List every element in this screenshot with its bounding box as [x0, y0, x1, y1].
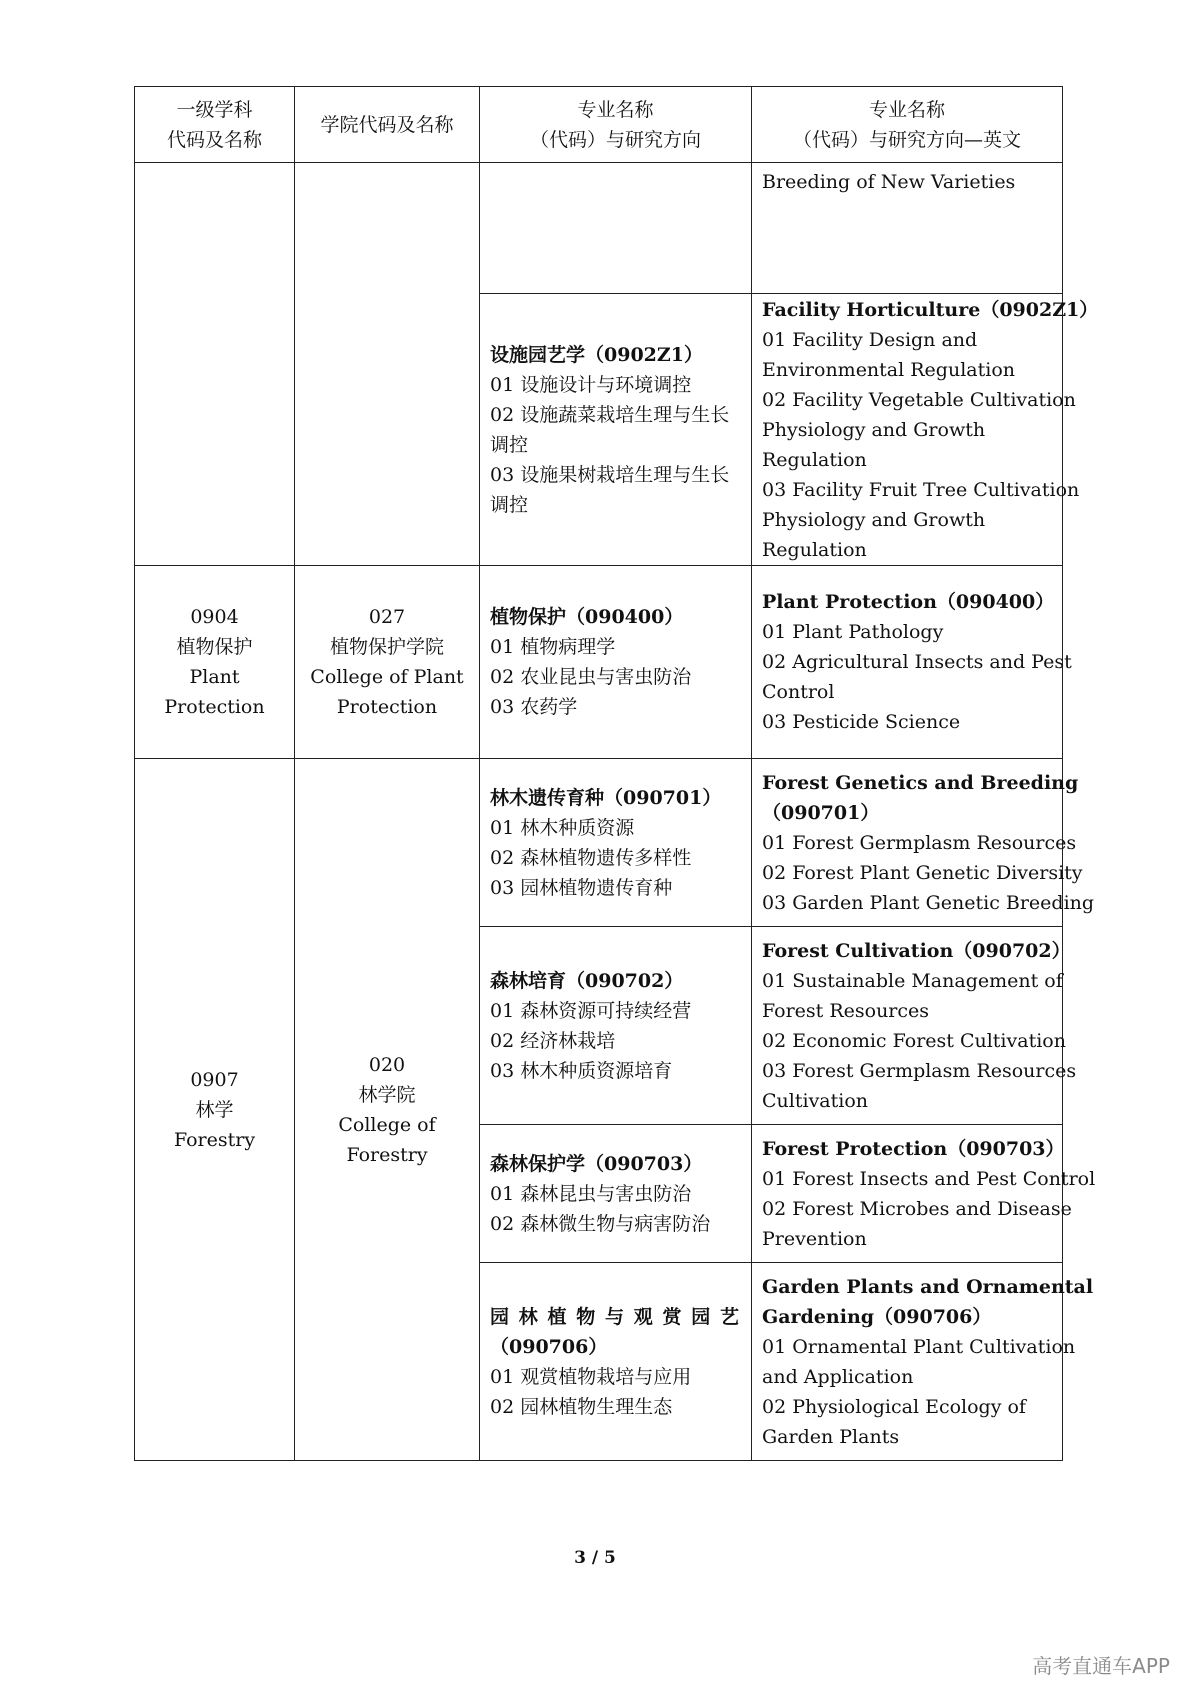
en-line: Physiology and Growth — [762, 508, 986, 531]
college-code: 020 — [368, 1053, 406, 1076]
en-line: 01 Sustainable Management of — [762, 969, 1063, 992]
cn-line: 02 设施蔬菜栽培生理与生长 — [490, 403, 730, 426]
header-major-cn-line2: （代码）与研究方向 — [529, 128, 701, 151]
en-title: Forest Protection（090703） — [762, 1137, 1065, 1160]
watermark: 高考直通车APP — [1032, 1654, 1170, 1678]
en-line: Prevention — [762, 1227, 867, 1250]
en-title: Plant Protection（090400） — [762, 591, 1055, 613]
college-name-en: College of Plant — [310, 666, 464, 688]
college-name-en: Protection — [336, 696, 438, 718]
major-en-cell — [752, 566, 1072, 759]
major-cn-cell — [480, 759, 752, 927]
college-cell — [295, 759, 480, 1461]
cn-line: 03 设施果树栽培生理与生长 — [490, 463, 730, 486]
subject-code: 0904 — [190, 606, 239, 628]
major-en-cell — [752, 163, 1063, 294]
subject-cell — [135, 566, 295, 759]
major-cn-cell — [480, 1125, 752, 1263]
en-line: 01 Plant Pathology — [762, 621, 944, 643]
college-name-cn: 植物保护学院 — [329, 636, 444, 658]
major-en-cell — [752, 1125, 1096, 1263]
cn-line: 02 森林微生物与病害防治 — [490, 1212, 711, 1235]
en-line: 01 Forest Insects and Pest Control — [762, 1167, 1096, 1190]
en-line: Regulation — [762, 538, 867, 561]
cn-line: 01 林木种质资源 — [490, 816, 635, 839]
en-title: Forest Cultivation（090702） — [762, 939, 1071, 962]
en-line: 03 Facility Fruit Tree Cultivation — [762, 478, 1080, 501]
cn-title: 设施园艺学（0902Z1） — [490, 343, 703, 366]
en-title: Garden Plants and Ornamental — [762, 1275, 1094, 1298]
header-subject-line1: 一级学科 — [176, 98, 253, 121]
subject-code: 0907 — [190, 1068, 239, 1091]
cn-line: 调控 — [490, 433, 529, 456]
cn-line: 01 森林资源可持续经营 — [490, 999, 692, 1022]
college-name-cn: 林学院 — [358, 1083, 416, 1106]
major-en-cell — [752, 927, 1077, 1125]
en-line: 03 Garden Plant Genetic Breeding — [762, 891, 1095, 914]
cn-line: 调控 — [490, 493, 529, 516]
cn-line: 03 园林植物遗传育种 — [490, 876, 673, 899]
header-row — [135, 87, 1063, 163]
en-line: Garden Plants — [762, 1425, 900, 1448]
major-cn-cell — [480, 294, 752, 566]
college-cell — [295, 566, 480, 759]
subject-name-en: Forestry — [173, 1128, 256, 1151]
table-row — [135, 759, 1063, 927]
subject-cell-empty — [135, 163, 295, 566]
table-row — [135, 566, 1063, 759]
en-line: Cultivation — [762, 1089, 869, 1112]
en-line: 03 Forest Germplasm Resources — [762, 1059, 1077, 1082]
en-line: 02 Facility Vegetable Cultivation — [762, 388, 1076, 411]
cn-title: 森林保护学（090703） — [490, 1152, 703, 1175]
cn-title: 园林植物与观赏园艺 — [490, 1305, 741, 1328]
en-line: Environmental Regulation — [762, 358, 1015, 381]
en-line: Breeding of New Varieties — [762, 171, 1016, 193]
header-major-en-line1: 专业名称 — [868, 98, 945, 121]
cn-line: 01 观赏植物栽培与应用 — [490, 1365, 692, 1388]
header-subject — [135, 87, 295, 163]
major-cn-cell-empty — [480, 163, 752, 294]
cn-title: （090706） — [490, 1335, 608, 1358]
college-name-en: Forestry — [346, 1143, 428, 1166]
en-line: 02 Physiological Ecology of — [762, 1395, 1026, 1418]
en-line: 01 Facility Design and — [762, 328, 978, 351]
college-code: 027 — [368, 606, 406, 628]
header-major-en-line2: （代码）与研究方向—英文 — [792, 128, 1021, 151]
subject-name-cn: 植物保护 — [176, 636, 253, 658]
header-college-line1: 学院代码及名称 — [320, 113, 454, 136]
cn-line: 02 森林植物遗传多样性 — [490, 846, 692, 869]
en-line: Physiology and Growth — [762, 418, 986, 441]
header-college — [295, 87, 480, 163]
subject-name-en: Plant — [189, 666, 240, 688]
cn-line: 03 农药学 — [490, 696, 578, 718]
en-line: 02 Forest Microbes and Disease — [762, 1197, 1072, 1220]
college-cell-empty — [295, 163, 480, 566]
cn-title: 植物保护（090400） — [490, 606, 684, 628]
en-title: （090701） — [762, 801, 880, 824]
program-table — [134, 86, 1099, 1461]
major-en-cell — [752, 1263, 1094, 1461]
en-line: Regulation — [762, 448, 867, 471]
cn-title: 林木遗传育种（090701） — [490, 786, 722, 809]
major-en-cell — [752, 294, 1099, 566]
header-major-cn — [480, 87, 752, 163]
cn-line: 01 设施设计与环境调控 — [490, 373, 692, 396]
cn-line: 01 森林昆虫与害虫防治 — [490, 1182, 692, 1205]
header-major-cn-line1: 专业名称 — [577, 98, 654, 121]
en-line: 02 Economic Forest Cultivation — [762, 1029, 1066, 1052]
page-number: 3 / 5 — [574, 1548, 616, 1568]
en-title: Forest Genetics and Breeding — [762, 771, 1079, 794]
subject-name-cn: 林学 — [195, 1098, 234, 1121]
subject-name-en: Protection — [164, 696, 265, 718]
cn-line: 03 林木种质资源培育 — [490, 1059, 673, 1082]
header-major-en — [752, 87, 1063, 163]
en-line: Control — [762, 681, 835, 703]
cn-line: 02 园林植物生理生态 — [490, 1395, 673, 1418]
en-line: Forest Resources — [762, 999, 930, 1022]
en-line: 02 Agricultural Insects and Pest — [762, 651, 1072, 673]
major-cn-cell — [480, 1263, 752, 1461]
en-title: Gardening（090706） — [762, 1305, 992, 1328]
table-row — [135, 163, 1063, 294]
cn-title: 森林培育（090702） — [490, 969, 684, 992]
cn-line: 02 经济林栽培 — [490, 1029, 616, 1052]
en-line: 01 Forest Germplasm Resources — [762, 831, 1077, 854]
major-cn-cell — [480, 927, 752, 1125]
en-title: Facility Horticulture（0902Z1） — [762, 298, 1099, 321]
header-subject-line2: 代码及名称 — [166, 128, 262, 151]
en-line: 02 Forest Plant Genetic Diversity — [762, 861, 1083, 884]
en-line: 03 Pesticide Science — [762, 711, 961, 733]
cn-line: 02 农业昆虫与害虫防治 — [490, 666, 692, 688]
major-cn-cell — [480, 566, 752, 759]
subject-cell — [135, 759, 295, 1461]
major-en-cell — [752, 759, 1095, 927]
en-line: 01 Ornamental Plant Cultivation — [762, 1335, 1076, 1358]
cn-line: 01 植物病理学 — [490, 636, 616, 658]
college-name-en: College of — [338, 1113, 436, 1136]
en-line: and Application — [762, 1365, 914, 1388]
